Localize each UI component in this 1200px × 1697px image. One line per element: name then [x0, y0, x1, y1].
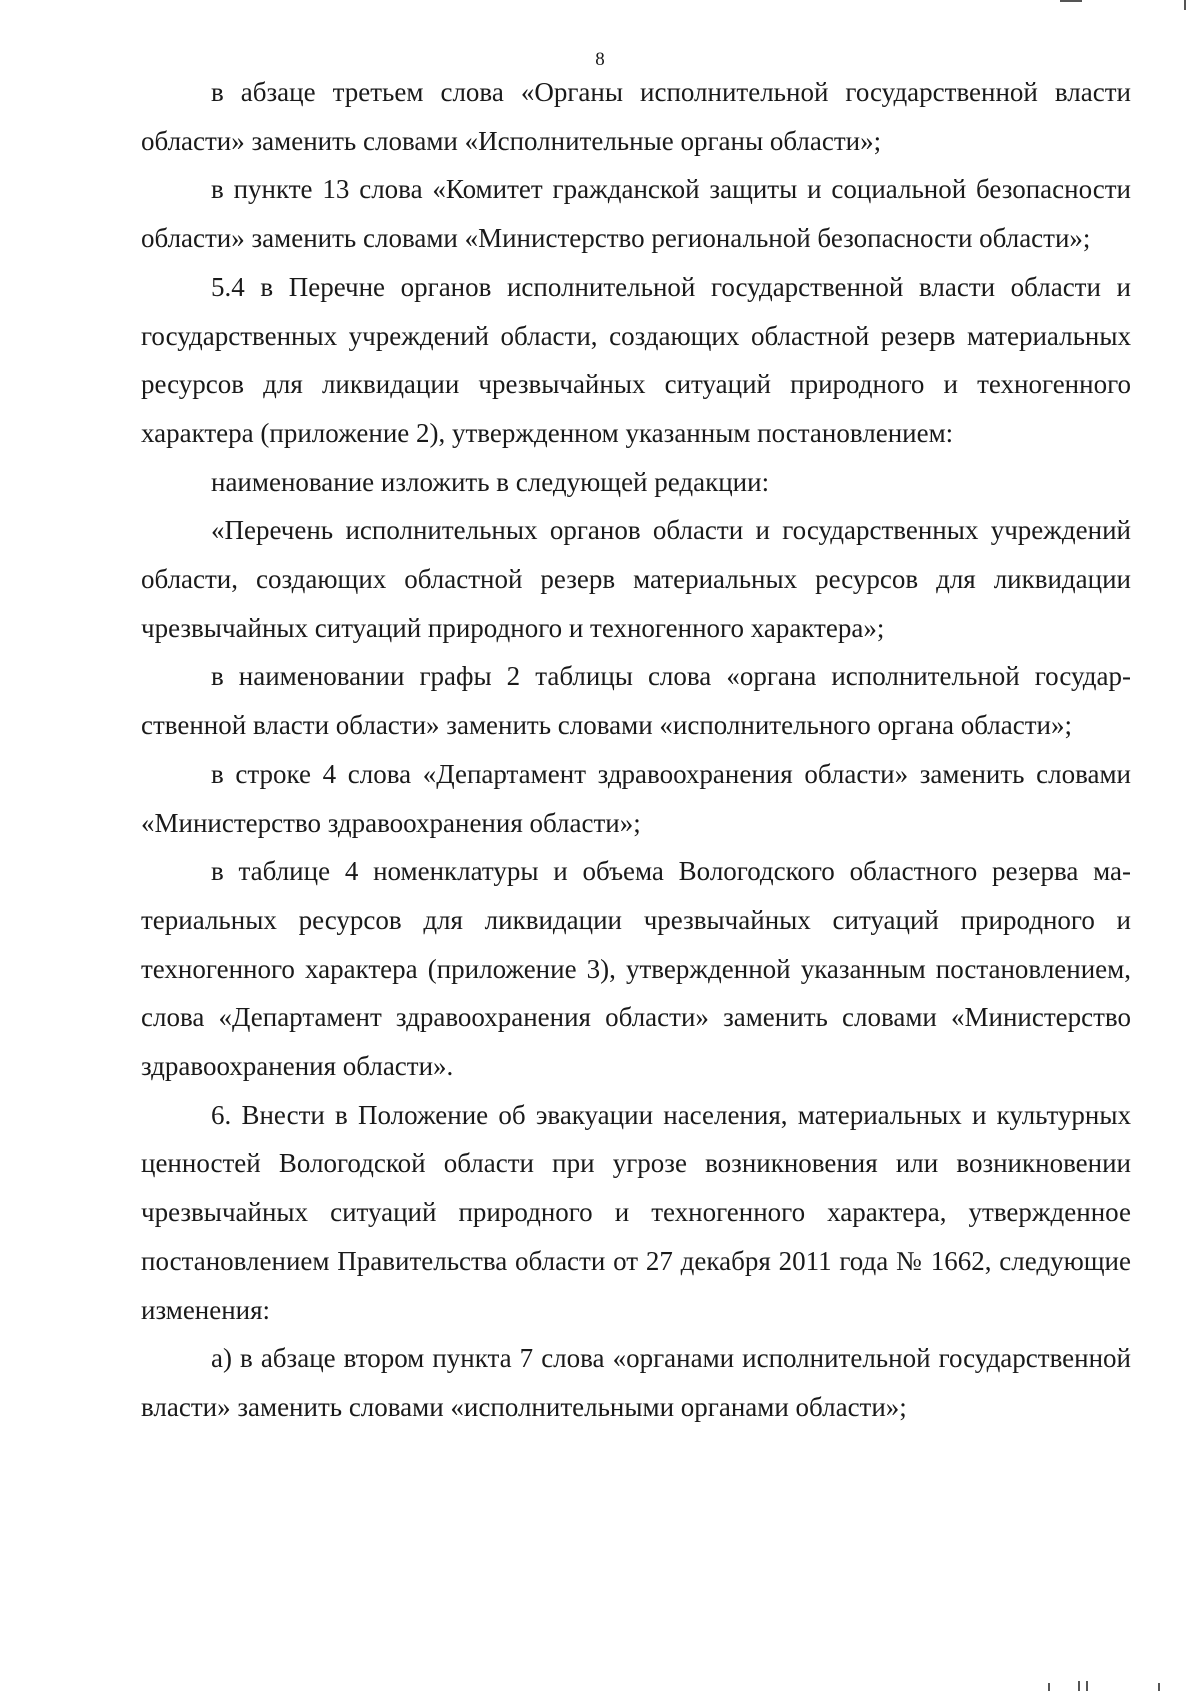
scan-artifact [1078, 1681, 1080, 1691]
scan-artifact [1158, 1683, 1160, 1691]
paragraph: 6. Внести в Положение об эвакуации населения, материальных и культурных ценностей Вологодской области при угрозе возникновения или возникновении чрезвычайных ситуаций природного и техногенного характера, утвержденное постановлением Правительства области от 27 декабря 2011 года № 1662, следующие изменения: [141, 1099, 1131, 1325]
scan-artifact [1048, 1683, 1050, 1691]
paragraph: а) в абзаце втором пункта 7 слова «органами исполнительной государственной власти» заменить словами «исполнительными органами области»; [141, 1343, 1131, 1422]
paragraph: в пункте 13 слова «Комитет гражданской защиты и социальной безопасности области» заменить словами «Министерство региональной безопасности области»; [141, 174, 1131, 254]
paragraph: в таблице 4 номенклатуры и объема Вологодского областного резерва материальных ресурсов для ликвидации чрезвычайных ситуаций природного и техногенного характера (приложение 3), утвержденной указанным постановлением, слова «Департамент здравоохранения области» заменить словами «Министерство здравоохранения области». [141, 856, 1131, 1082]
paragraph: в наименовании графы 2 таблицы слова «органа исполнительной государственной власти области» заменить словами «исполнительного органа области»; [141, 661, 1131, 741]
paragraph: в строке 4 слова «Департамент здравоохранения области» заменить словами «Министерство здравоохранения области»; [141, 758, 1131, 838]
paragraph: в абзаце третьем слова «Органы исполнительной государственной власти области» заменить словами «Исполнительные органы области»; [141, 77, 1131, 156]
page-number: 8 [595, 49, 605, 70]
paragraph: «Перечень исполнительных органов области и государственных учреждений области, создающих областной резерв материальных ресурсов для ликвидации чрезвычайных ситуаций природного и техногенного характера»; [141, 515, 1131, 643]
scan-artifact [1184, 0, 1186, 10]
document-body [141, 68, 1131, 1432]
scan-artifact [1060, 0, 1082, 2]
scan-artifact [1086, 1681, 1088, 1691]
paragraph: 5.4 в Перечне органов исполнительной государственной власти области и государственных учреждений области, создающих областной резерв материальных ресурсов для ликвидации чрезвычайных ситуаций природного и техногенного характера (приложение 2), утвержденном указанным постановлением: [141, 271, 1131, 448]
paragraph: наименование изложить в следующей редакции: [211, 466, 770, 497]
